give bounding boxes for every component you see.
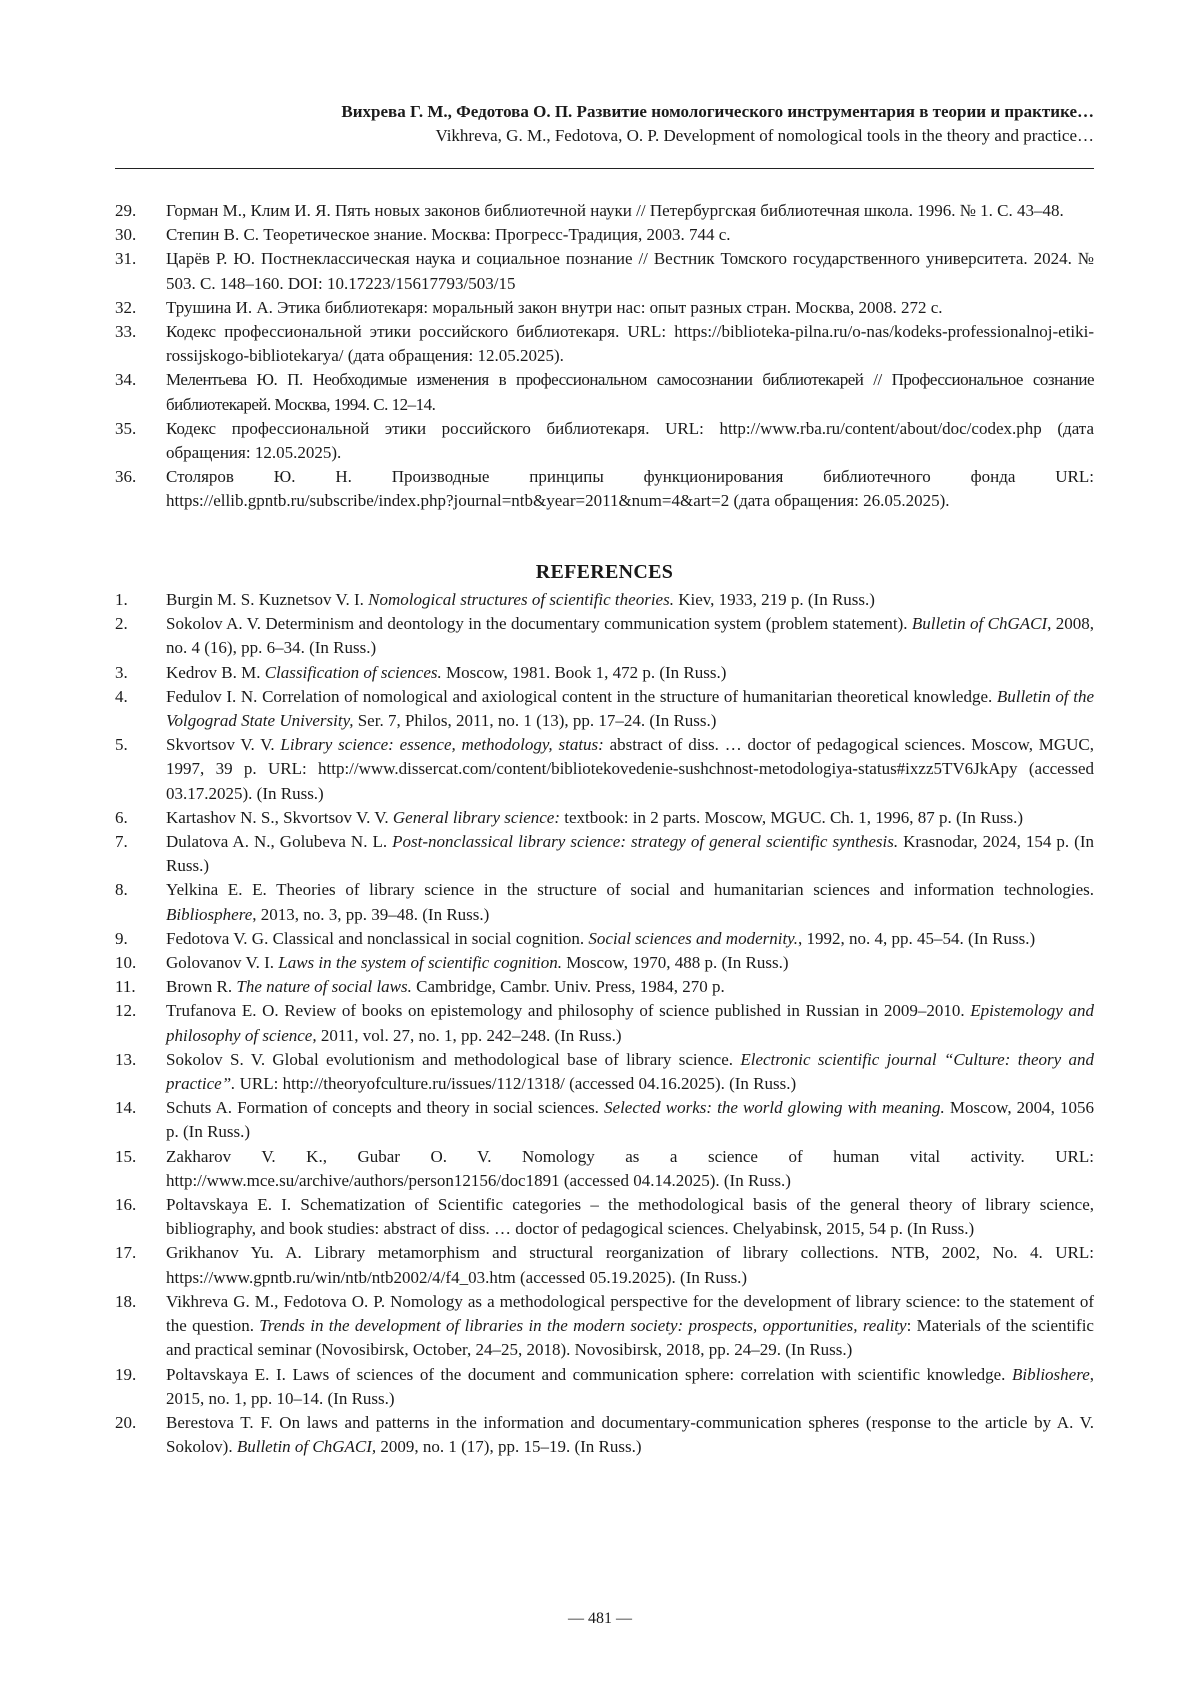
reference-details: : Materials of the scientific and practical seminar (Novosibirsk, October, 24–25, 2018). Novosibirsk, 2018, pp. 24–29. (In Russ.) [166, 1316, 1094, 1359]
reference-text: Yelkina E. E. Theories of library science in the structure of social and humanitarian sciences and information technologies. [166, 880, 1094, 899]
reference-number: 3. [115, 661, 128, 685]
reference-item [115, 465, 1094, 513]
reference-number: 15. [115, 1145, 136, 1169]
reference-text: Fedulov I. N. Correlation of nomological and axiological content in the structure of humanitarian theoretical knowledge. [166, 687, 997, 706]
reference-details: Moscow, 1981. Book 1, 472 p. (In Russ.) [442, 663, 727, 682]
reference-text: Trufanova E. O. Review of books on epistemology and philosophy of science published in Russian in 2009–2010. [166, 1001, 970, 1020]
reference-number: 29. [115, 199, 136, 223]
reference-number: 12. [115, 999, 136, 1023]
reference-item [115, 247, 1094, 295]
reference-text: Горман М., Клим И. Я. Пять новых законов библиотечной науки // Петербургская библиотечная школа. 1996. № 1. С. 43–48. [166, 201, 1064, 220]
reference-item [115, 1290, 1094, 1363]
reference-title: Selected works: the world glowing with meaning. [604, 1098, 945, 1117]
page-number: — 481 — [0, 1609, 1200, 1629]
reference-item [115, 1145, 1094, 1193]
reference-details: , 2015, no. 1, pp. 10–14. (In Russ.) [166, 1365, 1094, 1408]
reference-number: 10. [115, 951, 136, 975]
reference-number: 16. [115, 1193, 136, 1217]
reference-details: textbook: in 2 parts. Moscow, MGUC. Ch. 1, 1996, 87 p. (In Russ.) [560, 808, 1023, 827]
reference-title: Social sciences and modernity. [588, 929, 798, 948]
reference-details: 2009, no. 1 (17), pp. 15–19. (In Russ.) [376, 1437, 641, 1456]
reference-item [115, 927, 1094, 951]
reference-text: Кодекс профессиональной этики российского библиотекаря. URL: http://www.rba.ru/content/about/doc/codex.php (дата обращения: 12.05.2025). [166, 419, 1094, 462]
reference-item [115, 830, 1094, 878]
references-heading: REFERENCES [115, 560, 1094, 584]
reference-text: Zakharov V. K., Gubar O. V. Nomology as a science of human vital activity. URL: http://www.mce.su/archive/authors/person12156/doc1891 (accessed 04.14.2025). (In Russ.) [166, 1147, 1094, 1190]
reference-details: Ser. 7, Philos, 2011, no. 1 (13), pp. 17–24. (In Russ.) [353, 711, 716, 730]
reference-item [115, 1096, 1094, 1144]
reference-item [115, 951, 1094, 975]
reference-text: Kartashov N. S., Skvortsov V. V. [166, 808, 393, 827]
reference-item [115, 806, 1094, 830]
reference-title: Epistemology and philosophy of science, [166, 1001, 1094, 1044]
reference-text: Poltavskaya E. I. Laws of sciences of the document and communication sphere: correlation with scientific knowledge. [166, 1365, 1012, 1384]
reference-item [115, 1048, 1094, 1096]
reference-details: , 1992, no. 4, pp. 45–54. (In Russ.) [798, 929, 1035, 948]
reference-number: 8. [115, 878, 128, 902]
reference-item [115, 878, 1094, 926]
reference-title: Post-nonclassical library science: strategy of general scientific synthesis. [392, 832, 898, 851]
reference-item [115, 661, 1094, 685]
reference-text: Столяров Ю. Н. Производные принципы функционирования библиотечного фонда URL: https://ellib.gpntb.ru/subscribe/index.php?journal=ntb&year=2011&num=4&art=2 (дата обращения: 26.05.2025). [166, 467, 1094, 510]
reference-text: Grikhanov Yu. A. Library metamorphism and structural reorganization of library collections. NTB, 2002, No. 4. URL: https://www.gpntb.ru/win/ntb/ntb2002/4/f4_03.htm (accessed 05.19.2025). (In Russ.) [166, 1243, 1094, 1286]
reference-text: Golovanov V. I. [166, 953, 278, 972]
reference-text: Степин В. С. Теоретическое знание. Москва: Прогресс-Традиция, 2003. 744 с. [166, 225, 731, 244]
reference-number: 35. [115, 417, 136, 441]
english-reference-list [115, 588, 1094, 1459]
reference-item [115, 417, 1094, 465]
reference-number: 1. [115, 588, 128, 612]
reference-number: 9. [115, 927, 128, 951]
reference-item [115, 1363, 1094, 1411]
reference-text: Skvortsov V. V. [166, 735, 280, 754]
reference-number: 20. [115, 1411, 136, 1435]
reference-text: Мелентьева Ю. П. Необходимые изменения в профессиональном самосознании библиотекарей // Профессиональное сознание библиотекарей. Москва, 1994. С. 12–14. [166, 370, 1094, 413]
header-english: Vikhreva, G. M., Fedotova, O. P. Development of nomological tools in the theory and practice… [115, 124, 1094, 148]
reference-number: 2. [115, 612, 128, 636]
reference-number: 34. [115, 368, 136, 392]
reference-number: 19. [115, 1363, 136, 1387]
reference-details: , 2013, no. 3, pp. 39–48. (In Russ.) [252, 905, 489, 924]
reference-text: Burgin M. S. Kuznetsov V. I. [166, 590, 368, 609]
reference-details: , 2008, no. 4 (16), pp. 6–34. (In Russ.) [166, 614, 1094, 657]
reference-text: Царёв Р. Ю. Постнеклассическая наука и социальное познание // Вестник Томского государственного университета. 2024. № 503. С. 148–160. DOI: 10.17223/15617793/503/15 [166, 249, 1094, 292]
reference-item [115, 612, 1094, 660]
reference-details: URL: http://theoryofculture.ru/issues/112/1318/ (accessed 04.16.2025). (In Russ.) [235, 1074, 796, 1093]
russian-reference-list [115, 199, 1094, 514]
reference-title: Electronic scientific journal “Culture: theory and practice”. [166, 1050, 1094, 1093]
reference-item [115, 975, 1094, 999]
reference-title: Laws in the system of scientific cognition. [278, 953, 562, 972]
reference-number: 17. [115, 1241, 136, 1265]
reference-item [115, 588, 1094, 612]
reference-number: 4. [115, 685, 128, 709]
reference-title: The nature of social laws. [236, 977, 412, 996]
reference-text: Трушина И. А. Этика библиотекаря: моральный закон внутри нас: опыт разных стран. Москва, 2008. 272 с. [166, 298, 943, 317]
reference-details: Cambridge, Cambr. Univ. Press, 1984, 270 p. [412, 977, 725, 996]
reference-item [115, 368, 1094, 416]
reference-text: Dulatova A. N., Golubeva N. L. [166, 832, 392, 851]
reference-number: 31. [115, 247, 136, 271]
reference-text: Brown R. [166, 977, 236, 996]
reference-title: Trends in the development of libraries in the modern society: prospects, opportunities, reality [259, 1316, 906, 1335]
reference-number: 5. [115, 733, 128, 757]
reference-number: 7. [115, 830, 128, 854]
reference-details: Kiev, 1933, 219 p. (In Russ.) [674, 590, 875, 609]
header-russian: Вихрева Г. М., Федотова О. П. Развитие номологического инструментария в теории и практике… [115, 100, 1094, 124]
reference-item [115, 296, 1094, 320]
reference-number: 6. [115, 806, 128, 830]
reference-text: Sokolov A. V. Determinism and deontology in the documentary communication system (problem statement). [166, 614, 912, 633]
reference-number: 13. [115, 1048, 136, 1072]
reference-title: Biblioshere [1012, 1365, 1090, 1384]
reference-number: 14. [115, 1096, 136, 1120]
reference-title: Bulletin of ChGACI [912, 614, 1047, 633]
reference-details: Moscow, 2004, 1056 p. (In Russ.) [166, 1098, 1094, 1141]
reference-number: 18. [115, 1290, 136, 1314]
running-header [115, 100, 1094, 148]
reference-title: General library science: [393, 808, 560, 827]
reference-number: 36. [115, 465, 136, 489]
reference-item [115, 999, 1094, 1047]
reference-title: Library science: essence, methodology, status: [280, 735, 603, 754]
reference-text: Schuts A. Formation of concepts and theory in social sciences. [166, 1098, 604, 1117]
reference-text: Sokolov S. V. Global evolutionism and methodological base of library science. [166, 1050, 740, 1069]
reference-item [115, 1411, 1094, 1459]
reference-item [115, 733, 1094, 806]
reference-title: Bulletin of ChGACI, [237, 1437, 376, 1456]
reference-text: Vikhreva G. M., Fedotova O. P. Nomology as a methodological perspective for the development of library science: to the statement of the question. [166, 1292, 1094, 1335]
reference-details: Moscow, 1970, 488 p. (In Russ.) [562, 953, 789, 972]
reference-title: Bulletin of the Volgograd State University, [166, 687, 1094, 730]
reference-text: Berestova T. F. On laws and patterns in the information and documentary-communication spheres (response to the article by A. V. Sokolov). [166, 1413, 1094, 1456]
reference-number: 11. [115, 975, 136, 999]
reference-title: Classification of sciences. [265, 663, 442, 682]
reference-title: Bibliosphere [166, 905, 252, 924]
reference-item [115, 320, 1094, 368]
reference-title: Nomological structures of scientific theories. [368, 590, 674, 609]
reference-text: Кодекс профессиональной этики российского библиотекаря. URL: https://biblioteka-pilna.ru/o-nas/kodeks-professionalnoj-etiki-rossijskogo-bibliotekarya/ (дата обращения: 12.05.2025). [166, 322, 1094, 365]
reference-number: 32. [115, 296, 136, 320]
reference-item [115, 1193, 1094, 1241]
reference-text: Poltavskaya E. I. Schematization of Scientific categories – the methodological basis of the general theory of library science, bibliography, and book studies: abstract of diss. … doctor of pedagogical sciences. Chelyabinsk, 2015, 54 p. (In Russ.) [166, 1195, 1094, 1238]
reference-number: 30. [115, 223, 136, 247]
reference-item [115, 685, 1094, 733]
reference-details: abstract of diss. … doctor of pedagogical sciences. Moscow, MGUC, 1997, 39 p. URL: http://www.dissercat.com/content/bibliotekovedenie-sushchnost-metodologiya-status#ixzz5TV6JkApy (accessed 03.17.2025). (In Russ.) [166, 735, 1094, 802]
header-divider [115, 168, 1094, 169]
reference-number: 33. [115, 320, 136, 344]
reference-details: Krasnodar, 2024, 154 p. (In Russ.) [166, 832, 1094, 875]
reference-item [115, 1241, 1094, 1289]
reference-text: Fedotova V. G. Classical and nonclassical in social cognition. [166, 929, 588, 948]
reference-item [115, 199, 1094, 223]
reference-details: 2011, vol. 27, no. 1, pp. 242–248. (In Russ.) [317, 1026, 622, 1045]
reference-item [115, 223, 1094, 247]
reference-text: Kedrov B. M. [166, 663, 265, 682]
